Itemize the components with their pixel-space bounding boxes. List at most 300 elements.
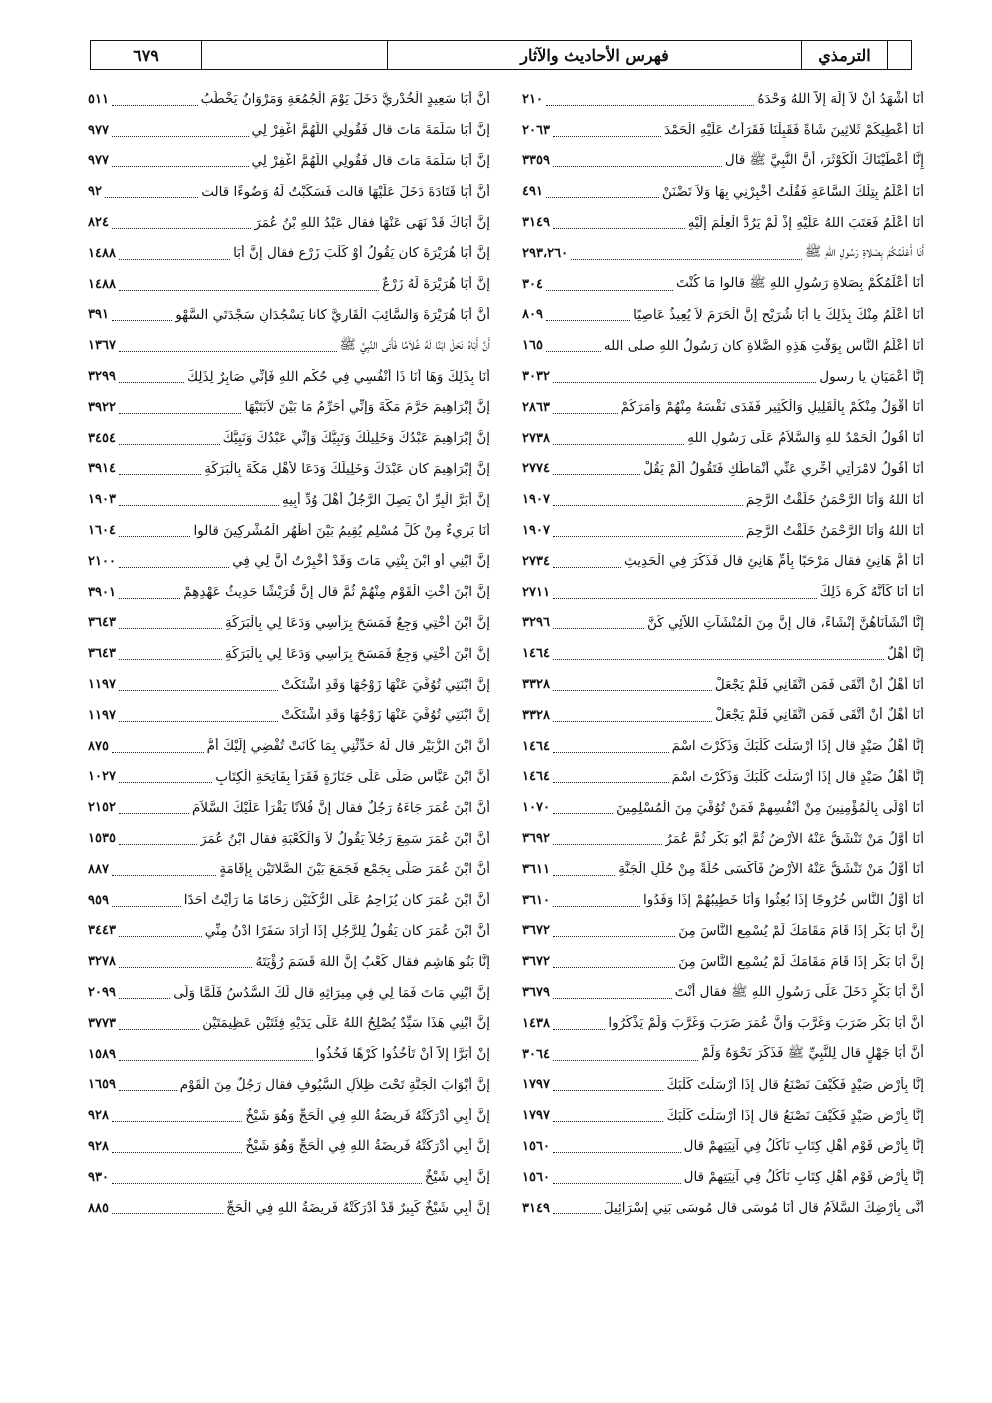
dot-leader <box>553 536 743 537</box>
index-entry <box>88 1008 490 1039</box>
hadith-number: ٣٩٠١ <box>88 584 116 600</box>
entry-text: أَنَا بَرِيءٌ مِنْ كُلِّ مُسْلِمٍ يُقِيمُ بَيْنَ أَظْهُرِ الْمُشْرِكِينَ قالوا <box>193 522 490 539</box>
entry-text: إِنَّ أَبَا بَكْرٍ إِذَا قَامَ مَقَامَكَ لَمْ يُسْمِعِ النَّاسَ مِنَ <box>678 953 924 970</box>
dot-leader <box>553 474 640 475</box>
dot-leader <box>119 998 170 999</box>
entry-text: أَنَا أَعْلَمُ النَّاسِ بِوَقْتِ هَذِهِ الصَّلاةِ كان رَسُولُ اللهِ صلى الله <box>603 337 924 354</box>
dot-leader <box>112 166 249 167</box>
hadith-number: ١٧٩٧ <box>522 1077 550 1093</box>
hadith-number: ٤٩١ <box>522 184 543 200</box>
dot-leader <box>553 998 672 999</box>
index-entry <box>88 484 490 515</box>
index-entry <box>88 1193 490 1224</box>
index-columns <box>88 84 924 1284</box>
hadith-number: ٩٥٩ <box>88 892 109 908</box>
hadith-number: ٢٧٣٨ <box>522 430 550 446</box>
dot-leader <box>553 721 712 722</box>
index-entry <box>88 638 490 669</box>
entry-text: أَنَا أَعْلَمُ مِنْكَ بِذَلِكَ يا أَبَا شُرَيْحٍ إِنَّ الْحَرَمَ لاَ يُعِيذُ عَاصِيًا <box>633 306 924 323</box>
dot-leader <box>553 1152 681 1153</box>
entry-text: أَنَا اللهُ وَأَنَا الرَّحْمَنُ خَلَقْتُ الرَّحِمَ <box>745 522 924 539</box>
index-entry <box>88 207 490 238</box>
entry-text: أَنَّ أَبَا جَهْلٍ قال لِلنَّبِيِّ ﷺ فَذَكَرَ نَحْوَهُ وَلَمْ <box>701 1045 924 1062</box>
index-entry <box>522 361 924 392</box>
dot-leader <box>112 1183 422 1184</box>
entry-text: إِنَّا أَهْلُ صَيْدٍ قال إِذَا أَرْسَلْتَ كَلْبَكَ وَذَكَرْتَ اسْمَ <box>671 768 924 785</box>
index-entry <box>522 330 924 361</box>
entry-text: أَنَّ ابْنَ الزُّبَيْرِ قال لَهُ حَدِّثْنِي بِمَا كَانَتْ تُفْضِي إِلَيْكَ أُمُّ <box>206 738 490 755</box>
dot-leader <box>112 1121 242 1122</box>
dot-leader <box>553 936 675 937</box>
dot-leader <box>119 967 253 968</box>
index-entry <box>522 1008 924 1039</box>
entry-text: أَنَّ أَبَا بَكْرٍ ضَرَبَ وَغَرَّبَ وَأَنَّ عُمَرَ ضَرَبَ وَغَرَّبَ وَلَمْ يَذْكُرُوا <box>608 1015 924 1032</box>
hadith-number: ٣٦٧٢ <box>522 954 550 970</box>
hadith-number: ٣٢٩٦ <box>522 615 550 631</box>
index-entry <box>88 977 490 1008</box>
dot-leader <box>119 1090 177 1091</box>
hadith-number: ٥١١ <box>88 91 109 107</box>
entry-text: إِنَّ إِبْرَاهِيمَ عَبْدُكَ وَخَلِيلُكَ وَنَبِيُّكَ وَإِنِّي عَبْدُكَ وَنَبِيُّكَ <box>222 430 490 447</box>
index-entry <box>522 515 924 546</box>
entry-text: إِنَّ ابْنَتِي تُوُفِّيَ عَنْهَا زَوْجُهَا وَقَدِ اشْتَكَتْ <box>281 676 490 693</box>
index-entry <box>88 823 490 854</box>
entry-text: إِنَّا بِأَرْضِ قَوْمٍ أَهْلِ كِتَابٍ نَأْكُلُ فِي آنِيَتِهِمْ قال <box>683 1138 924 1155</box>
hadith-number: ٣٣٢٨ <box>522 707 550 723</box>
hadith-number: ٩٢٨ <box>88 1108 109 1124</box>
entry-text: أَنَّ أَبَا قَتَادَةَ دَخَلَ عَلَيْهَا قالت فَسَكَبْتُ لَهُ وَضُوءًا قالت <box>201 183 490 200</box>
index-entry <box>522 300 924 331</box>
hadith-number: ٣٠٣٢ <box>522 369 550 385</box>
dot-leader <box>553 1121 664 1122</box>
hadith-number: ٢١٠ <box>522 91 543 107</box>
dot-leader <box>553 659 884 660</box>
index-entry <box>88 762 490 793</box>
hadith-number: ٨٠٩ <box>522 307 543 323</box>
index-entry <box>522 1039 924 1070</box>
dot-leader <box>112 136 249 137</box>
hadith-number: ٣٤٤٣ <box>88 923 116 939</box>
entry-text: أَنَا أَهْلٌ أَنْ أُتَّقَى فَمَنِ اتَّقَانِي فَلَمْ يَجْعَلْ <box>714 707 924 724</box>
entry-text: إِنَّ ابْنِي مَاتَ فَمَا لِي فِي مِيرَاثِهِ قال لَكَ السُّدُسُ فَلَمَّا وَلَّى <box>173 984 490 1001</box>
index-entry <box>522 946 924 977</box>
entry-text: إِنَّ ابْنَتِي تُوُفِّيَ عَنْهَا زَوْجُهَا وَقَدِ اشْتَكَتْ <box>281 707 490 724</box>
index-entry <box>88 515 490 546</box>
entry-text: إِنْ أَبَرَّا إِلاَّ أَنْ تَأْخُذُوا كَرْهًا فَخُذُوا <box>315 1046 490 1063</box>
hadith-number: ٣٤٥٤ <box>88 430 116 446</box>
dot-leader <box>119 413 242 414</box>
hadith-number: ٢٠٩٩ <box>88 985 116 1000</box>
index-entry <box>522 1162 924 1193</box>
dot-leader <box>112 320 172 321</box>
hadith-number: ٣٠٤ <box>522 276 543 292</box>
dot-leader <box>112 752 204 753</box>
index-entry <box>522 392 924 423</box>
index-entry <box>522 977 924 1008</box>
entry-text: إِنَّ أَبِي أَدْرَكَتْهُ فَرِيضَةُ اللهِ فِي الْحَجِّ وَهُوَ شَيْخٌ <box>245 1107 490 1124</box>
hadith-number: ٣٠٦٤ <box>522 1046 550 1062</box>
index-entry <box>88 146 490 177</box>
index-entry <box>88 854 490 885</box>
hadith-number: ١٤٦٤ <box>522 769 550 785</box>
entry-text: أَنَا أَعْلَمُ فَعَتَبَ اللهُ عَلَيْهِ إِذْ لَمْ يَرُدَّ الْعِلْمَ إِلَيْهِ <box>687 214 924 231</box>
index-entry <box>522 546 924 577</box>
hadith-number: ١٩٠٣ <box>88 492 116 508</box>
index-entry <box>88 700 490 731</box>
index-entry <box>522 638 924 669</box>
index-entry <box>522 823 924 854</box>
index-entry <box>522 146 924 177</box>
dot-leader <box>553 752 669 753</box>
hadith-number: ٣٢٩٩ <box>88 369 116 385</box>
index-entry <box>88 1039 490 1070</box>
entry-text: إِنَّا أَعْطَيْنَاكَ الْكَوْثَرَ، أَنَّ النَّبِيَّ ﷺ قال <box>724 151 924 168</box>
hadith-number: ٣٣٥٩ <box>522 153 550 169</box>
dot-leader <box>119 628 222 629</box>
index-entry <box>522 608 924 639</box>
index-entry <box>522 423 924 454</box>
hadith-number: ٣١٤٩ <box>522 1200 550 1216</box>
hadith-number: ٣٩١ <box>88 307 109 323</box>
index-entry <box>88 1100 490 1131</box>
hadith-number: ٢٩٣،٢٦٠ <box>522 245 569 261</box>
header-blank-cell-right <box>887 41 911 69</box>
entry-text: أَنَا أَوَّلُ النَّاسِ خُرُوجًا إِذَا بُعِثُوا وَأَنَا خَطِيبُهُمْ إِذَا وَفَدُوا <box>643 892 924 909</box>
dot-leader <box>112 1152 242 1153</box>
entry-text: أَنَا أَعْلَمُ بِتِلْكَ السَّاعَةِ فَقُلْتُ أَخْبِرْنِي بِهَا وَلاَ تَضْنَنْ <box>662 183 924 200</box>
right-column <box>522 84 924 1284</box>
entry-text: إِنَّ أَبَا سَلَمَةَ مَاتَ قال فَقُولِي اللَّهُمَّ اغْفِرْ لِي <box>251 152 490 169</box>
dot-leader <box>553 567 621 568</box>
index-entry <box>522 176 924 207</box>
header-blank-cell-left <box>201 41 387 69</box>
index-entry <box>88 454 490 485</box>
hadith-number: ١١٩٧ <box>88 677 116 693</box>
index-entry <box>88 330 490 361</box>
dot-leader <box>553 844 662 845</box>
index-entry <box>88 1070 490 1101</box>
entry-text: إِنَّ إِبْرَاهِيمَ حَرَّمَ مَكَّةَ وَإِنِّي أُحَرِّمُ مَا بَيْنَ لاَبَتَيْهَا <box>244 399 490 416</box>
entry-text: أَنَا أَقْوَلُ مِنْكُمْ بِالْقَلِيلِ وَالْكَثِيرِ فَفَدَى نَفْسَهُ مِنْهُمْ وَأَمَرَكُمْ <box>620 399 924 416</box>
dot-leader <box>112 1213 223 1214</box>
entry-text: أَنَّ أَبَا بَكْرٍ دَخَلَ عَلَى رَسُولِ اللهِ ﷺ فقال أَنْتَ <box>674 983 924 1000</box>
entry-text: أَنَا أَشْهَدُ أَنْ لاَ إِلَهَ إِلاَّ اللهُ وَحْدَهُ <box>757 91 924 108</box>
dot-leader <box>546 320 630 321</box>
dot-leader <box>553 1090 664 1091</box>
hadith-number: ٢١٥٢ <box>88 800 116 816</box>
entry-text: أَنَا بِذَلِكَ وَهَا أَنَا ذَا أَنْفُسِي فِي حُكْمِ اللهِ فَإِنِّي صَابِرٌ لِذَلِكَ <box>186 368 490 385</box>
entry-text: أَنَّ ابْنَ عُمَرَ جَاءَهُ رَجُلٌ فقال إِنَّ فُلاَنًا يَقْرَأُ عَلَيْكَ السَّلاَمَ <box>192 799 490 816</box>
entry-text: أَنَّ ابْنَ عَبَّاسٍ صَلَّى عَلَى جَنَازَةٍ فَقَرَأَ بِفَاتِحَةِ الْكِتَابِ <box>215 768 490 785</box>
dot-leader <box>119 1060 313 1061</box>
hadith-number: ١٤٦٤ <box>522 738 550 754</box>
index-entry <box>522 115 924 146</box>
entry-text: إِنَّ ابْنَ أُخْتِي وَجِعٌ فَمَسَحَ بِرَأْسِي وَدَعَا لِي بِالْبَرَكَةِ <box>224 614 490 631</box>
page-header <box>90 40 912 70</box>
hadith-number: ١٣٦٧ <box>88 338 116 354</box>
index-entry <box>88 669 490 700</box>
dot-leader <box>553 382 816 383</box>
dot-leader <box>553 875 615 876</box>
hadith-number: ٨٨٥ <box>88 1200 109 1216</box>
entry-text: إِنَّا أَهْلٌ <box>886 645 924 662</box>
index-entry <box>522 792 924 823</box>
index-entry <box>88 792 490 823</box>
index-entry <box>522 454 924 485</box>
entry-text: إِنَّ أَبِي أَدْرَكَتْهُ فَرِيضَةُ اللهِ فِي الْحَجِّ وَهُوَ شَيْخٌ <box>245 1138 490 1155</box>
dot-leader <box>553 1060 698 1061</box>
index-title: فهرس الأحاديث والآثار <box>387 41 801 69</box>
index-entry <box>88 731 490 762</box>
entry-text: أَنَّ أَبَاهُ نَحَلَ ابْنًا لَهُ غُلاَمًا فَأَتَى النَّبِيَّ ﷺ <box>339 336 490 353</box>
entry-text: إِنَّ أَبَاكَ قَدْ نَهَى عَنْهَا فقال عَبْدُ اللهِ بْنُ عُمَرَ <box>254 214 490 231</box>
dot-leader <box>119 382 184 383</box>
hadith-number: ١٠٢٧ <box>88 769 116 785</box>
dot-leader <box>119 844 197 845</box>
entry-text: أَنَّ ابْنَ عُمَرَ كان يَقُولُ لِلرَّجُلِ إِذَا أَرَادَ سَفَرًا ادْنُ مِنِّي <box>204 922 490 939</box>
hadith-number: ٩٣٠ <box>88 1169 109 1185</box>
hadith-number: ٩٧٧ <box>88 153 109 169</box>
hadith-number: ١٩٠٧ <box>522 523 550 539</box>
index-entry <box>522 84 924 115</box>
entry-text: إِنَّ أَبْوَابَ الْجَنَّةِ تَحْتَ ظِلاَلِ السُّيُوفِ فقال رَجُلٌ مِنَ الْقَوْمِ <box>179 1076 490 1093</box>
entry-text: أَنَا أَهْلٌ أَنْ أُتَّقَى فَمَنِ اتَّقَانِي فَلَمْ يَجْعَلْ <box>714 676 924 693</box>
entry-text: إِنَّ ابْنَ أُخْتِ الْقَوْمِ مِنْهُمْ ثُمَّ قال إِنَّ قُرَيْشًا حَدِيثُ عَهْدِهِمْ <box>183 584 490 601</box>
dot-leader <box>112 875 216 876</box>
hadith-number: ٣٢٧٨ <box>88 954 116 970</box>
dot-leader <box>119 721 278 722</box>
hadith-number: ٢٨٦٣ <box>522 399 550 415</box>
hadith-number: ١٦٥ <box>522 338 543 354</box>
hadith-number: ٣٦١١ <box>522 861 550 877</box>
dot-leader <box>119 782 212 783</box>
entry-text: أَنَا أَوَّلُ مَنْ تَنْشَقُّ عَنْهُ الأَرْضُ فَأُكْسَى حُلَّةً مِنْ حُلَلِ الْجَنَّةِ <box>618 861 924 878</box>
hadith-number: ١٤٨٨ <box>88 245 116 261</box>
hadith-number: ١١٩٧ <box>88 707 116 723</box>
entry-text: إِنَّ أَبَرَّ الْبِرِّ أَنْ يَصِلَ الرَّجُلُ أَهْلَ وُدِّ أَبِيهِ <box>281 491 490 508</box>
hadith-number: ١٤٨٨ <box>88 276 116 292</box>
entry-text: أَنَّ ابْنَ عُمَرَ صَلَّى بِجَمْعٍ فَجَمَعَ بَيْنَ الصَّلاتَيْنِ بِإِقَامَةٍ <box>219 861 490 878</box>
entry-text: أَنَا أَنَا كَأَنَّهُ كَرِهَ ذَلِكَ <box>819 584 924 601</box>
entry-text: إِنَّ أَبَا هُرَيْرَةَ كان يَقُولُ أَوْ كَلْبَ زَرْعٍ فقال إِنَّ أَبَا <box>233 245 490 262</box>
hadith-number: ٩٢ <box>88 184 102 200</box>
entry-text: أَنَا أَعْلَمُكُمْ بِصَلاةِ رَسُولِ اللهِ ﷺ قالوا مَا كُنْتَ <box>675 275 924 292</box>
dot-leader <box>546 105 755 106</box>
hadith-number: ١٥٦٠ <box>522 1138 550 1154</box>
entry-text: أَنَا أَوْلَى بِالْمُؤْمِنِينَ مِنْ أَنْفُسِهِمْ فَمَنْ تُوُفِّيَ مِنَ الْمُسْلِمِينَ <box>616 799 924 816</box>
index-entry <box>522 762 924 793</box>
index-entry <box>88 546 490 577</box>
entry-text: إِنَّ أَبَا بَكْرٍ إِذَا قَامَ مَقَامَكَ لَمْ يُسْمِعِ النَّاسَ مِنَ <box>678 922 924 939</box>
index-entry <box>522 577 924 608</box>
dot-leader <box>553 628 644 629</box>
dot-leader <box>546 351 601 352</box>
dot-leader <box>553 1213 601 1214</box>
entry-text: أَنَا أَقُولُ لامْرَأَتِي أَخِّرِي عَنِّي أَنْمَاطَكِ فَتَقُولُ أَلَمْ يَقُلْ <box>643 460 924 477</box>
dot-leader <box>553 813 613 814</box>
dot-leader <box>105 197 198 198</box>
entry-text: أَنَّ ابْنَ عُمَرَ كان يُزَاحِمُ عَلَى الرُّكْنَيْنِ زِحَامًا مَا رَأَيْتُ أَحَدًا <box>183 892 490 909</box>
dot-leader <box>119 505 279 506</box>
dot-leader <box>553 690 712 691</box>
dot-leader <box>119 690 278 691</box>
dot-leader <box>553 906 640 907</box>
hadith-number: ٢٧١١ <box>522 584 550 600</box>
index-entry <box>88 885 490 916</box>
index-entry <box>88 1131 490 1162</box>
entry-text: أَنَا اللهُ وَأَنَا الرَّحْمَنُ خَلَقْتُ الرَّحِمَ <box>745 491 924 508</box>
dot-leader <box>553 1183 681 1184</box>
hadith-number: ٣٦٧٢ <box>522 923 550 939</box>
hadith-number: ٣٩١٤ <box>88 461 116 477</box>
entry-text: إِنَّا بِأَرْضِ صَيْدٍ فَكَيْفَ نَصْنَعُ قال إِذَا أَرْسَلْتَ كَلْبَكَ <box>666 1107 924 1124</box>
index-entry <box>522 916 924 947</box>
hadith-number: ٣٦٧٩ <box>522 985 550 1000</box>
dot-leader <box>119 290 379 291</box>
dot-leader <box>112 906 181 907</box>
entry-text: إِنَّا بِأَرْضِ صَيْدٍ فَكَيْفَ نَصْنَعُ قال إِذَا أَرْسَلْتَ كَلْبَكَ <box>666 1076 924 1093</box>
hadith-number: ٢٧٧٤ <box>522 461 550 477</box>
dot-leader <box>553 1029 605 1030</box>
dot-leader <box>553 228 685 229</box>
index-entry <box>88 361 490 392</box>
index-entry <box>522 207 924 238</box>
index-entry <box>522 1100 924 1131</box>
hadith-number: ٩٢٨ <box>88 1138 109 1154</box>
hadith-number: ٣١٤٩ <box>522 215 550 231</box>
hadith-number: ٨٢٤ <box>88 215 109 231</box>
dot-leader <box>119 259 230 260</box>
entry-text: إِنَّ أَبِي شَيْخٌ <box>424 1169 490 1186</box>
entry-text: أَنَّ أَبَا هُرَيْرَةَ وَالسَّائِبَ الْقَارِيَّ كانا يَسْجُدَانِ سَجْدَتَيِ السَّهْوِ <box>175 306 490 323</box>
entry-text: أَنَا أَعْلَمُكُمْ بِصَلاةِ رَسُولِ اللهِ ﷺ <box>804 244 924 261</box>
index-entry <box>522 700 924 731</box>
entry-text: إِنَّ أَبَا هُرَيْرَةَ لَهُ زَرْعٌ <box>382 276 490 293</box>
page-number: ٦٧٩ <box>133 45 159 65</box>
dot-leader <box>553 136 661 137</box>
index-entry <box>522 269 924 300</box>
index-entry <box>88 577 490 608</box>
dot-leader <box>119 351 337 352</box>
hadith-number: ١٦٥٩ <box>88 1077 116 1093</box>
entry-text: أَنَّى بِأَرْضِكَ السَّلاَمُ قال أَنَا مُوسَى قال مُوسَى بَنِي إِسْرَائِيلَ <box>603 1200 924 1217</box>
dot-leader <box>553 505 743 506</box>
index-entry <box>88 423 490 454</box>
entry-text: إِنَّا أَنْشَأْنَاهُنَّ إِنْشَاءً، قال إِنَّ مِنَ الْمُنْشَآتِ اللاَّئِي كُنَّ <box>646 614 924 631</box>
index-entry <box>88 300 490 331</box>
dot-leader <box>119 1029 199 1030</box>
index-entry <box>522 1131 924 1162</box>
entry-text: أَنَا أَقُولُ الْحَمْدُ للهِ وَالسَّلاَمُ عَلَى رَسُولِ اللهِ <box>687 430 924 447</box>
index-entry <box>88 608 490 639</box>
hadith-number: ١٥٦٠ <box>522 1169 550 1185</box>
dot-leader <box>119 659 222 660</box>
dot-leader <box>112 228 251 229</box>
hadith-number: ٢٧٣٤ <box>522 553 550 569</box>
hadith-number: ٣٦٤٣ <box>88 615 116 631</box>
dot-leader <box>119 536 191 537</box>
hadith-number: ٣٩٢٢ <box>88 399 116 415</box>
dot-leader <box>119 813 189 814</box>
hadith-number: ٣٦١٠ <box>522 892 550 908</box>
dot-leader <box>553 444 684 445</box>
index-entry <box>522 731 924 762</box>
dot-leader <box>119 598 180 599</box>
hadith-number: ١٧٩٧ <box>522 1108 550 1124</box>
index-entry <box>522 669 924 700</box>
index-entry <box>88 115 490 146</box>
hadith-number: ٨٧٥ <box>88 738 109 754</box>
dot-leader <box>112 105 198 106</box>
entry-text: أَنَا أَوَّلُ مَنْ تَنْشَقُّ عَنْهُ الأَرْضُ ثُمَّ أَبُو بَكْرٍ ثُمَّ عُمَرُ <box>665 830 924 847</box>
hadith-number: ٢١٠٠ <box>88 553 116 569</box>
hadith-number: ١٥٨٩ <box>88 1046 116 1062</box>
hadith-number: ١٤٦٤ <box>522 646 550 662</box>
book-name: الترمذي <box>801 41 887 69</box>
entry-text: إِنَّ أَبَا سَلَمَةَ مَاتَ قال فَقُولِي اللَّهُمَّ اغْفِرْ لِي <box>251 122 490 139</box>
entry-text: إِنَّا بَنُو هَاشِمٍ فقال كَعْبٌ إِنَّ اللهَ قَسَمَ رُؤْيَتَهُ <box>255 953 490 970</box>
entry-text: إِنَّ أَبِي شَيْخٌ كَبِيرٌ قَدْ أَدْرَكَتْهُ فَرِيضَةُ اللهِ فِي الْحَجِّ <box>226 1200 490 1217</box>
hadith-number: ٣٦٤٣ <box>88 646 116 662</box>
entry-text: إِنَّ إِبْرَاهِيمَ كان عَبْدَكَ وَخَلِيلَكَ وَدَعَا لأَهْلِ مَكَّةَ بِالْبَرَكَةِ <box>204 460 490 477</box>
hadith-number: ٣٦٩٢ <box>522 831 550 847</box>
index-entry <box>88 238 490 269</box>
entry-text: إِنَّ ابْنَ أُخْتِي وَجِعٌ فَمَسَحَ بِرَأْسِي وَدَعَا لِي بِالْبَرَكَةِ <box>224 645 490 662</box>
dot-leader <box>553 782 669 783</box>
dot-leader <box>553 166 722 167</box>
hadith-number: ١٤٣٨ <box>522 1015 550 1031</box>
index-entry <box>88 176 490 207</box>
hadith-number: ٩٧٧ <box>88 122 109 138</box>
hadith-number: ٨٨٧ <box>88 861 109 877</box>
hadith-number: ١٥٣٥ <box>88 831 116 847</box>
entry-text: أَنَا أُمُّ هَانِئٍ فقال مَرْحَبًا بِأُمِّ هَانِئٍ قال فَذَكَرَ فِي الْحَدِيثِ <box>624 553 924 570</box>
dot-leader <box>553 413 618 414</box>
hadith-number: ٣٣٢٨ <box>522 677 550 693</box>
hadith-number: ١٦٠٤ <box>88 523 116 539</box>
entry-text: إِنَّا أَهْلُ صَيْدٍ قال إِذَا أَرْسَلْتَ كَلْبَكَ وَذَكَرْتَ اسْمَ <box>671 738 924 755</box>
index-entry <box>88 84 490 115</box>
hadith-number: ١٠٧٠ <box>522 800 550 816</box>
dot-leader <box>119 474 201 475</box>
index-entry <box>88 916 490 947</box>
dot-leader <box>553 598 817 599</box>
index-entry <box>88 1162 490 1193</box>
dot-leader <box>546 197 659 198</box>
left-column <box>88 84 490 1284</box>
index-entry <box>522 854 924 885</box>
entry-text: أَنَّ أَبَا سَعِيدٍ الْخُدْرِيَّ دَخَلَ يَوْمَ الْجُمُعَةِ وَمَرْوَانُ يَخْطُبُ <box>200 91 490 108</box>
entry-text: إِنَّ ابْنِي أَوِ ابْنَ بِنْتِي مَاتَ وَقَدْ أُخْبِرْتُ أَنَّ لِي فِي <box>232 553 490 570</box>
entry-text: إِنَّا بِأَرْضِ قَوْمٍ أَهْلِ كِتَابٍ نَأْكُلُ فِي آنِيَتِهِمْ قال <box>683 1169 924 1186</box>
index-entry <box>522 885 924 916</box>
index-entry <box>88 269 490 300</box>
hadith-number: ١٩٠٧ <box>522 492 550 508</box>
index-entry <box>522 1193 924 1224</box>
hadith-number: ٣٧٧٣ <box>88 1015 116 1031</box>
dot-leader <box>119 444 220 445</box>
dot-leader <box>119 567 229 568</box>
index-entry <box>88 946 490 977</box>
index-entry <box>522 484 924 515</box>
dot-leader <box>571 259 802 260</box>
index-entry <box>522 1070 924 1101</box>
index-entry <box>88 392 490 423</box>
entry-text: أَنَا أُعْطِيكُمْ ثَلاثِينَ شَاةً فَقَبِلْنَا فَقَرَأْتُ عَلَيْهِ الْحَمْدَ <box>664 122 924 139</box>
dot-leader <box>119 936 202 937</box>
entry-text: إِنَّا أَعْمَيَانِ يا رسول <box>819 368 924 385</box>
entry-text: إِنَّ ابْنِي هَذَا سَيِّدٌ يُصْلِحُ اللهُ عَلَى يَدَيْهِ فِئَتَيْنِ عَظِيمَتَيْنِ <box>202 1015 490 1032</box>
